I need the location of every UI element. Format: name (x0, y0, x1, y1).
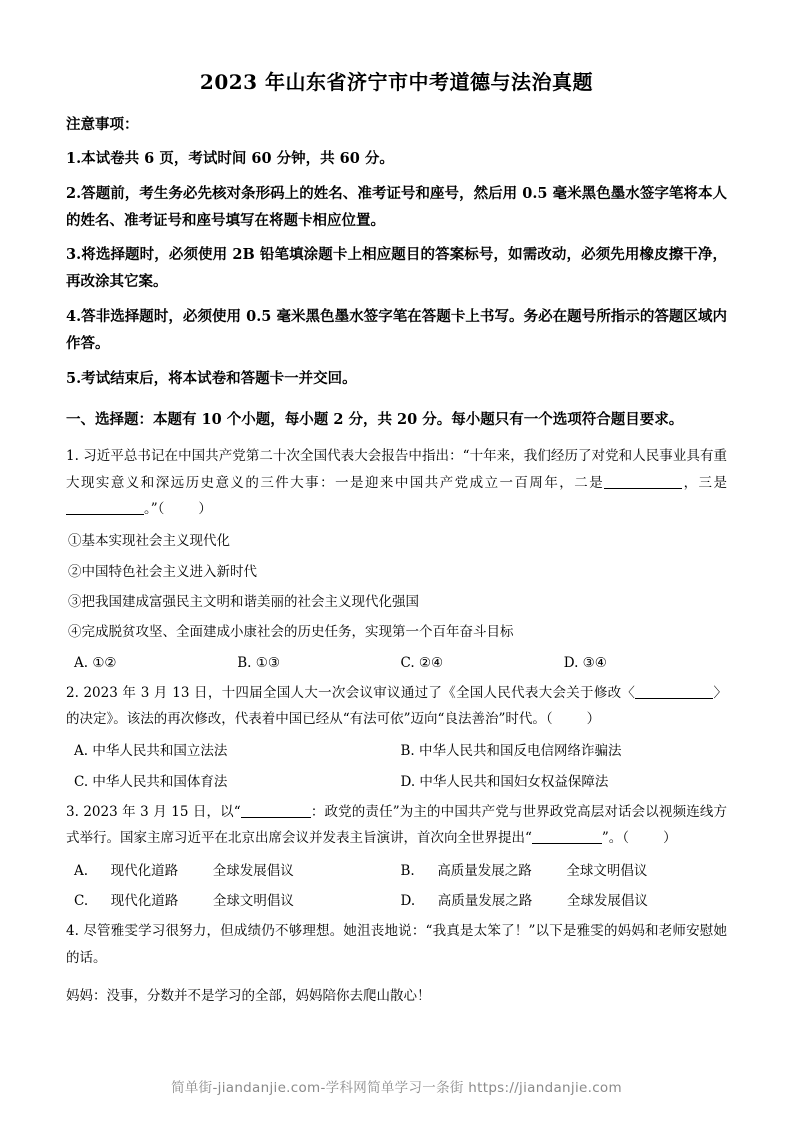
question-1-subitem: ②中国特色社会主义进入新时代 (68, 563, 257, 580)
option-d[interactable]: D. ③④ (563, 654, 607, 671)
question-1-subitem: ④完成脱贫攻坚、全面建成小康社会的历史任务，实现第一个百年奋斗目标 (68, 624, 514, 641)
option-b[interactable]: B. ①③ (237, 654, 280, 671)
option-c[interactable]: C. 中华人民共和国体育法 (74, 773, 228, 790)
option-a-label: A. (74, 862, 89, 879)
option-d[interactable]: D. 中华人民共和国妇女权益保障法 (400, 773, 609, 790)
notice-item: 5.考试结束后，将本试卷和答题卡一并交回。 (66, 369, 357, 387)
question-1-subitem: ①基本实现社会主义现代化 (68, 533, 230, 550)
option-a-text-1: 现代化道路 (110, 862, 179, 879)
option-d-label: D. (400, 893, 416, 909)
notice-item: 3.将选择题时，必须使用 2B 铅笔填涂题卡上相应题目的答案标号，如需改动，必须先用橡皮擦干净，再改涂其它案。 (66, 246, 727, 291)
question-2-stem (66, 680, 727, 733)
fill-blank (241, 817, 311, 818)
question-3-options-row-2 (66, 888, 727, 914)
fill-blank (635, 698, 713, 699)
notice-item: 2.答题前，考生务必先核对条形码上的姓名、准考证号和座号，然后用 0.5 毫米黑色墨水签字笔将本人的姓名、准考证号和座号填写在将题卡相应位置。 (66, 184, 727, 229)
notice-item: 4.答非选择题时，必须使用 0.5 毫米黑色墨水签字笔在答题卡上书写。务必在题号所指示的答题区域内作答。 (66, 308, 727, 352)
question-1-options (66, 650, 727, 676)
fill-blank (532, 843, 602, 844)
option-b[interactable]: B. 中华人民共和国反电信网络诈骗法 (400, 743, 622, 760)
question-2-stem-text-a: 2. 2023 年 3 月 13 日，十四届全国人大一次会议审议通过了《全国人民代表大会关于修改〈 (66, 684, 636, 701)
option-b-text-1: 高质量发展之路 (437, 862, 532, 879)
notice-heading: 注意事项： (66, 116, 139, 133)
option-b-text-2: 全球文明倡议 (566, 862, 648, 879)
option-c[interactable] (74, 888, 401, 914)
option-c[interactable]: C. ②④ (400, 654, 444, 671)
question-1-stem-text-d: ） (198, 500, 212, 517)
question-1-stem (66, 443, 727, 522)
question-1-stem-text-a: 1. 习近平总书记在中国共产党第二十次全国代表大会报告中指出：“十年来，我们经历了对党和人民事业具有重大现实意义和深远历史意义的三件大事：一是迎来中国共产党成立一百周年，二是 (66, 448, 727, 491)
option-b-label: B. (400, 862, 415, 879)
notice-item: 1.本试卷共 6 页，考试时间 60 分钟，共 60 分。 (66, 150, 394, 167)
option-c-text-2: 全球文明倡议 (212, 893, 294, 909)
question-1-subitem: ③把我国建成富强民主文明和谐美丽的社会主义现代化强国 (68, 593, 419, 610)
question-3-stem-text-c: ”。（ (601, 830, 630, 847)
option-d[interactable] (401, 888, 728, 914)
option-a[interactable]: A. ①② (74, 654, 117, 671)
option-d-text-1: 高质量发展之路 (437, 893, 533, 909)
question-4-dialog-mother: 妈妈：没事，分数并不是学习的全部，妈妈陪你去爬山散心！ (66, 987, 431, 1004)
fill-blank (604, 488, 682, 489)
option-a[interactable] (74, 858, 401, 884)
question-2-options-row-1 (66, 738, 727, 764)
option-a-text-2: 全球发展倡议 (212, 862, 294, 879)
page-title: 2023 年山东省济宁市中考道德与法治真题 (199, 70, 594, 94)
option-b[interactable] (401, 858, 728, 884)
watermark-footer: 简单街-jiandanjie.com-学科网简单学习一条街 https://jiandanjie.com (171, 1080, 622, 1096)
question-2-options-row-2 (66, 769, 727, 795)
question-3-stem-text-d: ） (663, 830, 677, 847)
option-c-text-1: 现代化道路 (110, 893, 179, 909)
question-2-stem-text-b: 〉的决定》。该法的再次修改，代表着中国已经从“有法可依”迈向“良法善治”时代。（ (66, 684, 727, 728)
question-3-stem-text-a: 3. 2023 年 3 月 15 日，以“ (66, 804, 241, 821)
question-4-stem: 4. 尽管雅雯学习很努力，但成绩仍不够理想。她沮丧地说：“我真是太笨了！”以下是雅雯的妈妈和老师安慰她的话。 (66, 923, 727, 966)
option-c-label: C. (74, 893, 89, 909)
option-d-text-2: 全球发展倡议 (566, 893, 648, 909)
option-a[interactable]: A. 中华人民共和国立法法 (74, 743, 228, 760)
question-3-options-row-1 (66, 858, 727, 884)
question-1-stem-text-c: 。”（ (144, 500, 165, 517)
fill-blank (66, 514, 144, 515)
question-3-stem-text-b: ：政党的责任”为主的中国共产党与世界政党高层对话会以视频连线方式举行。国家主席习近平在北京出席会议并发表主旨演讲，首次向全世界提出“ (66, 804, 728, 847)
question-1-stem-text-b: ，三是 (682, 474, 728, 491)
section-heading: 一、选择题：本题有 10 个小题，每小题 2 分，共 20 分。每小题只有一个选项符合题目要求。 (66, 410, 684, 428)
question-3-stem (66, 799, 727, 852)
question-2-stem-text-c: ） (586, 711, 601, 728)
